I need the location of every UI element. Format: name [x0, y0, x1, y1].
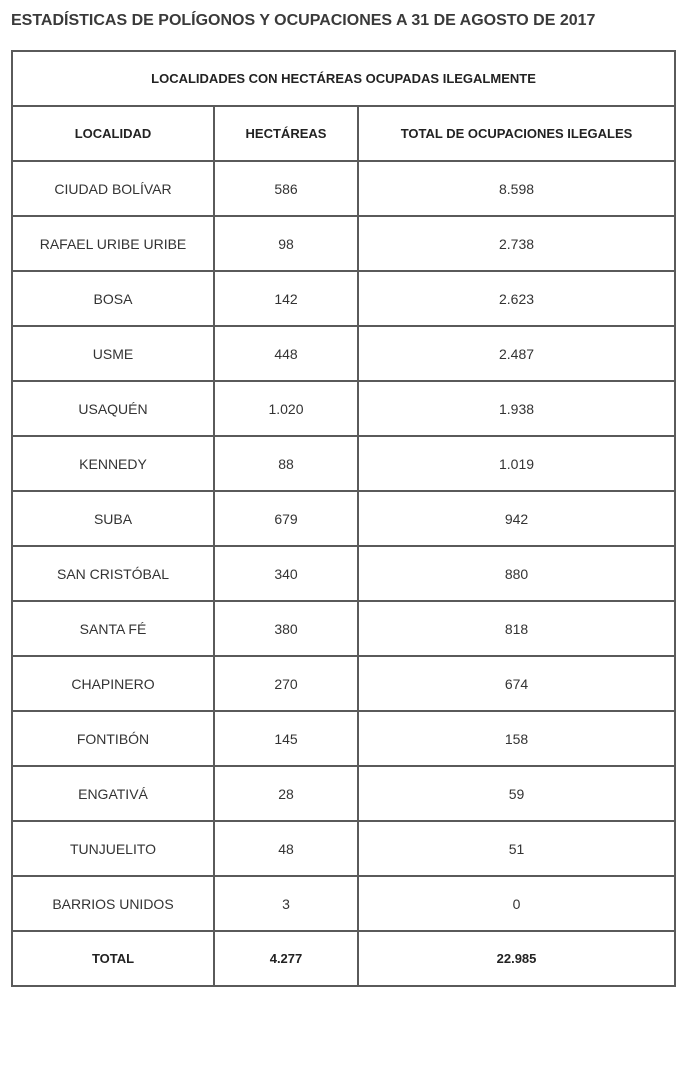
cell-ocupaciones: 942 — [358, 491, 675, 546]
header-ocupaciones: TOTAL DE OCUPACIONES ILEGALES — [358, 106, 675, 161]
cell-ocupaciones: 158 — [358, 711, 675, 766]
table-caption-row — [12, 51, 675, 106]
cell-localidad: FONTIBÓN — [12, 711, 214, 766]
cell-hectareas: 48 — [214, 821, 358, 876]
cell-localidad: USAQUÉN — [12, 381, 214, 436]
table-row — [12, 546, 675, 601]
table-row — [12, 381, 675, 436]
cell-hectareas: 28 — [214, 766, 358, 821]
cell-localidad: BOSA — [12, 271, 214, 326]
cell-ocupaciones: 674 — [358, 656, 675, 711]
cell-hectareas: 1.020 — [214, 381, 358, 436]
total-label: TOTAL — [12, 931, 214, 986]
cell-ocupaciones: 818 — [358, 601, 675, 656]
cell-localidad: RAFAEL URIBE URIBE — [12, 216, 214, 271]
cell-ocupaciones: 51 — [358, 821, 675, 876]
table-header-row — [12, 106, 675, 161]
total-hectareas: 4.277 — [214, 931, 358, 986]
cell-hectareas: 98 — [214, 216, 358, 271]
cell-ocupaciones: 880 — [358, 546, 675, 601]
table-row — [12, 821, 675, 876]
table-body — [12, 161, 675, 931]
table-row — [12, 876, 675, 931]
localidades-table — [11, 50, 676, 987]
cell-localidad: USME — [12, 326, 214, 381]
table-caption: LOCALIDADES CON HECTÁREAS OCUPADAS ILEGALMENTE — [12, 51, 675, 106]
cell-localidad: SAN CRISTÓBAL — [12, 546, 214, 601]
cell-hectareas: 340 — [214, 546, 358, 601]
cell-ocupaciones: 0 — [358, 876, 675, 931]
cell-ocupaciones: 59 — [358, 766, 675, 821]
table-row — [12, 216, 675, 271]
cell-hectareas: 380 — [214, 601, 358, 656]
table-row — [12, 711, 675, 766]
table-row — [12, 766, 675, 821]
cell-hectareas: 88 — [214, 436, 358, 491]
cell-ocupaciones: 2.623 — [358, 271, 675, 326]
cell-hectareas: 3 — [214, 876, 358, 931]
table-row — [12, 326, 675, 381]
table-row — [12, 436, 675, 491]
cell-hectareas: 270 — [214, 656, 358, 711]
header-hectareas: HECTÁREAS — [214, 106, 358, 161]
cell-localidad: CHAPINERO — [12, 656, 214, 711]
cell-localidad: KENNEDY — [12, 436, 214, 491]
table-row — [12, 161, 675, 216]
cell-ocupaciones: 2.738 — [358, 216, 675, 271]
cell-localidad: ENGATIVÁ — [12, 766, 214, 821]
cell-localidad: SANTA FÉ — [12, 601, 214, 656]
table-row — [12, 271, 675, 326]
cell-localidad: CIUDAD BOLÍVAR — [12, 161, 214, 216]
cell-hectareas: 586 — [214, 161, 358, 216]
cell-localidad: BARRIOS UNIDOS — [12, 876, 214, 931]
table-row — [12, 491, 675, 546]
table-row — [12, 601, 675, 656]
cell-hectareas: 679 — [214, 491, 358, 546]
total-row — [12, 931, 675, 986]
page-title: ESTADÍSTICAS DE POLÍGONOS Y OCUPACIONES A 31 DE AGOSTO DE 2017 — [11, 12, 596, 29]
cell-hectareas: 448 — [214, 326, 358, 381]
cell-ocupaciones: 2.487 — [358, 326, 675, 381]
cell-ocupaciones: 1.019 — [358, 436, 675, 491]
cell-hectareas: 142 — [214, 271, 358, 326]
cell-localidad: SUBA — [12, 491, 214, 546]
cell-ocupaciones: 1.938 — [358, 381, 675, 436]
cell-ocupaciones: 8.598 — [358, 161, 675, 216]
cell-localidad: TUNJUELITO — [12, 821, 214, 876]
cell-hectareas: 145 — [214, 711, 358, 766]
table-row — [12, 656, 675, 711]
header-localidad: LOCALIDAD — [12, 106, 214, 161]
total-ocupaciones: 22.985 — [358, 931, 675, 986]
